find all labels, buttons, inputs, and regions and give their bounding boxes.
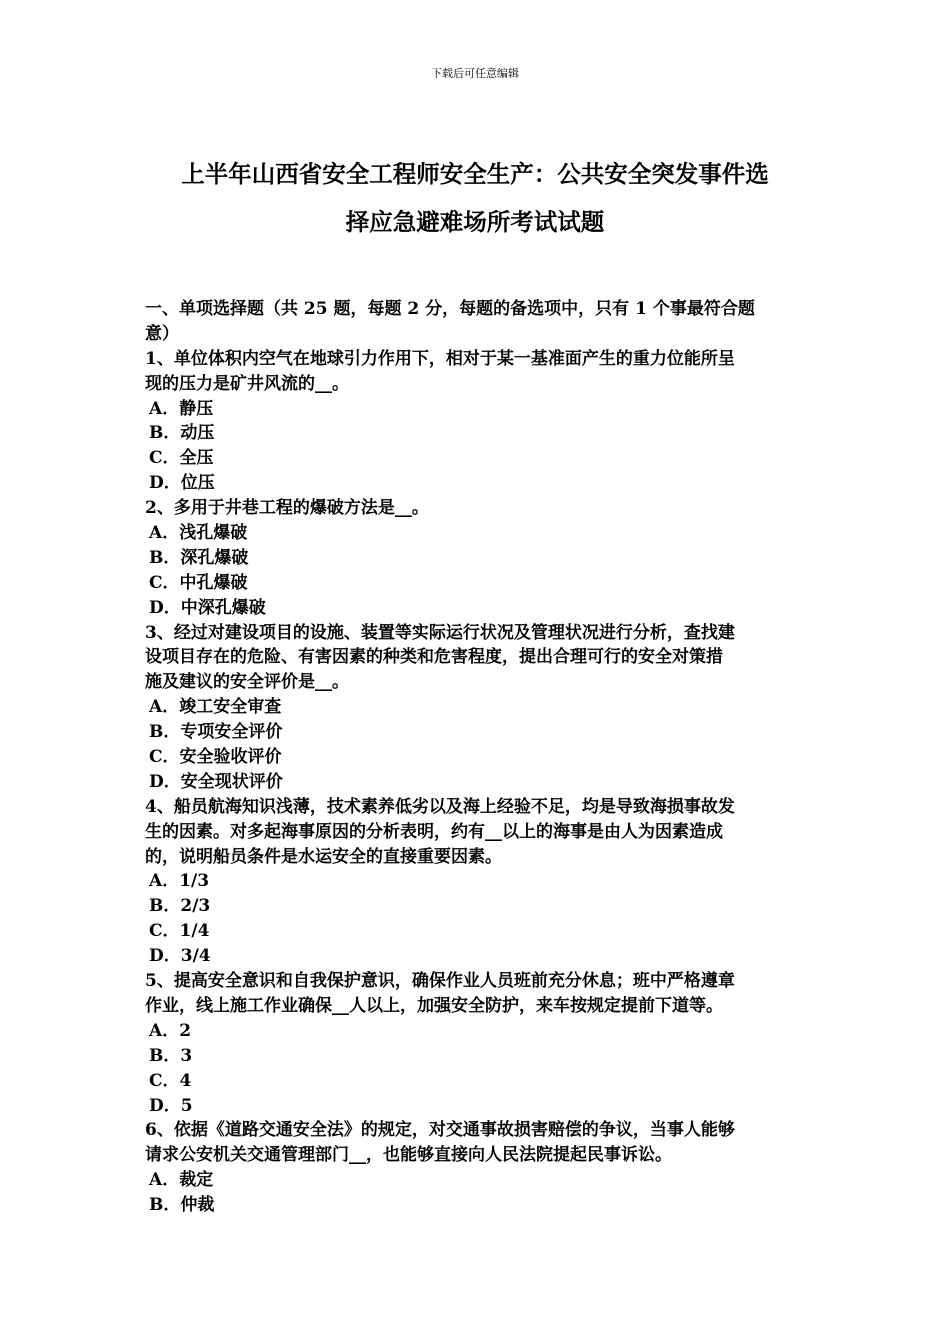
option-c: C．全压 xyxy=(149,448,214,469)
question-1 xyxy=(145,347,810,496)
option-d: D．位压 xyxy=(149,473,215,494)
title-line-2: 择应急避难场所考试试题 xyxy=(345,208,605,236)
question-3 xyxy=(145,621,810,795)
option-b: B．动压 xyxy=(149,423,215,444)
option-a: A．浅孔爆破 xyxy=(149,523,248,544)
section-heading-line-1: 一、单项选择题（共 25 题，每题 2 分，每题的备选项中，只有 1 个事最符合题 xyxy=(145,299,755,319)
question-2 xyxy=(145,496,810,620)
option-a: A．2 xyxy=(149,1020,192,1041)
question-text-line: 6、依据《道路交通安全法》的规定，对交通事故损害赔偿的争议，当事人能够 xyxy=(145,1120,735,1141)
question-text-line: 请求公安机关交通管理部门__，也能够直接向人民法院提起民事诉讼。 xyxy=(145,1145,672,1166)
option-b: B．仲裁 xyxy=(149,1195,215,1216)
question-text-line: 施及建议的安全评价是__。 xyxy=(145,672,349,693)
question-6 xyxy=(145,1118,810,1218)
question-text-line: 现的压力是矿井风流的__。 xyxy=(145,373,349,394)
document-title xyxy=(150,150,800,246)
option-d: D．安全现状评价 xyxy=(149,771,283,792)
title-line-1: 上半年山西省安全工程师安全生产：公共安全突发事件选 xyxy=(181,160,769,188)
option-c: C．安全验收评价 xyxy=(149,747,282,768)
option-d: D．3/4 xyxy=(149,946,211,967)
option-b: B．3 xyxy=(149,1045,193,1066)
option-a: A．裁定 xyxy=(149,1170,214,1191)
question-text-line: 3、经过对建设项目的设施、装置等实际运行状况及管理状况进行分析，查找建 xyxy=(145,622,735,643)
question-text-line: 设项目存在的危险、有害因素的种类和危害程度，提出合理可行的安全对策措 xyxy=(145,647,723,668)
question-text-line: 的，说明船员条件是水运安全的直接重要因素。 xyxy=(145,846,502,867)
question-text-line: 1、单位体积内空气在地球引力作用下，相对于某一基准面产生的重力位能所呈 xyxy=(145,348,735,369)
option-b: B．深孔爆破 xyxy=(149,547,249,568)
section-heading-line-2: 意） xyxy=(145,323,179,344)
option-d: D．中深孔爆破 xyxy=(149,597,266,618)
question-text-line: 5、提高安全意识和自我保护意识，确保作业人员班前充分休息；班中严格遵章 xyxy=(145,971,735,992)
option-b: B．2/3 xyxy=(149,896,211,917)
option-c: C．中孔爆破 xyxy=(149,572,248,593)
option-c: C．4 xyxy=(149,1070,192,1091)
question-4 xyxy=(145,795,810,969)
question-text-line: 生的因素。对多起海事原因的分析表明，约有__以上的海事是由人为因素造成 xyxy=(145,821,723,842)
exam-content xyxy=(145,297,810,1218)
question-text-line: 2、多用于井巷工程的爆破方法是__。 xyxy=(145,498,429,519)
page-header: 下载后可任意编辑 xyxy=(431,67,519,80)
question-text-line: 4、船员航海知识浅薄，技术素养低劣以及海上经验不足，均是导致海损事故发 xyxy=(145,796,735,817)
option-d: D．5 xyxy=(149,1095,193,1116)
question-text-line: 作业，线上施工作业确保__人以上，加强安全防护，来车按规定提前下道等。 xyxy=(145,995,723,1016)
option-a: A．竣工安全审查 xyxy=(149,697,282,718)
question-5 xyxy=(145,969,810,1118)
option-a: A．1/3 xyxy=(149,871,210,892)
option-b: B．专项安全评价 xyxy=(149,722,283,743)
option-c: C．1/4 xyxy=(149,921,210,942)
option-a: A．静压 xyxy=(149,398,214,419)
